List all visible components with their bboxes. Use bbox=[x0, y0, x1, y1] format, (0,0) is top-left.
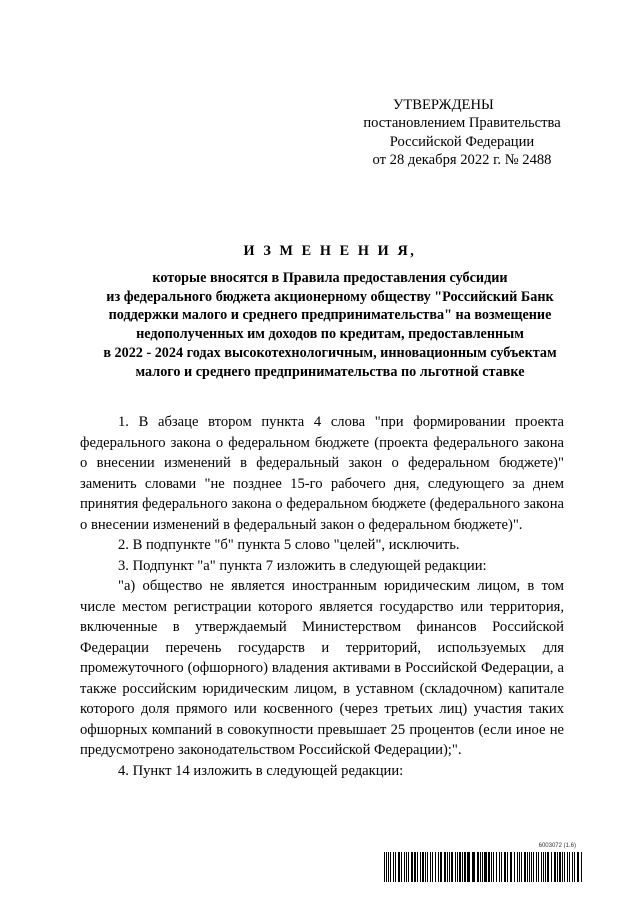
approval-stamp bbox=[352, 96, 572, 169]
paragraph: 1. В абзаце втором пункта 4 слова "при формировании проекта федерального закона о федеральном бюджете (проекта федерального закона о внесении изменений в федеральный закон о федеральном бюджете)" заменить словами "не позднее 15-го рабочего дня, следующего за днем принятия федерального закона о федеральном бюджете (федерального закона о внесении изменений в федеральный закон о федеральном бюджете)". bbox=[80, 414, 564, 533]
title-line: недополученных им доходов по кредитам, предоставленным bbox=[136, 326, 524, 343]
title-line: которые вносятся в Правила предоставления субсидии bbox=[152, 269, 508, 286]
document-title bbox=[60, 242, 600, 382]
approval-line-1: постановлением Правительства bbox=[363, 115, 561, 132]
paragraph: "а) общество не является иностранным юридическим лицом, в том числе местом регистрации которого является государство или территория, включенные в утверждаемый Министерством финансов Российской Федерации перечень государств и территорий, используемых для промежуточного (офшорного) владения активами в Российской Федерации, а также российским юридическим лицом, в уставном (складочном) капитале которого доля прямого или косвенного (через третьих лиц) участия таких офшорных компаний в совокупности превышает 25 процентов (если иное не предусмотрено законодательством Российской Федерации);". bbox=[80, 578, 564, 758]
document-body bbox=[80, 412, 564, 781]
approval-line-3: от 28 декабря 2022 г. № 2488 bbox=[372, 151, 552, 168]
title-line: в 2022 - 2024 годах высокотехнологичным, инновационным субъектам bbox=[103, 344, 557, 361]
document-code: 6003072 (1.6) bbox=[538, 843, 576, 849]
approval-line-2: Российской Федерации bbox=[389, 133, 535, 150]
title-line: малого и среднего предпринимательства по льготной ставке bbox=[135, 363, 525, 380]
paragraph: 2. В подпункте "б" пункта 5 слово "целей", исключить. bbox=[118, 537, 460, 553]
approved-label: УТВЕРЖДЕНЫ bbox=[393, 97, 494, 113]
paragraph: 4. Пункт 14 изложить в следующей редакции: bbox=[118, 762, 404, 779]
paragraph: 3. Подпункт "а" пункта 7 изложить в следующей редакции: bbox=[118, 557, 487, 574]
title-line: поддержки малого и среднего предпринимательства" на возмещение bbox=[108, 307, 552, 324]
barcode-icon bbox=[384, 852, 582, 882]
title-line: из федерального бюджета акционерному обществу "Российский Банк bbox=[106, 288, 554, 305]
title-heading: И З М Е Н Е Н И Я, bbox=[243, 243, 417, 259]
